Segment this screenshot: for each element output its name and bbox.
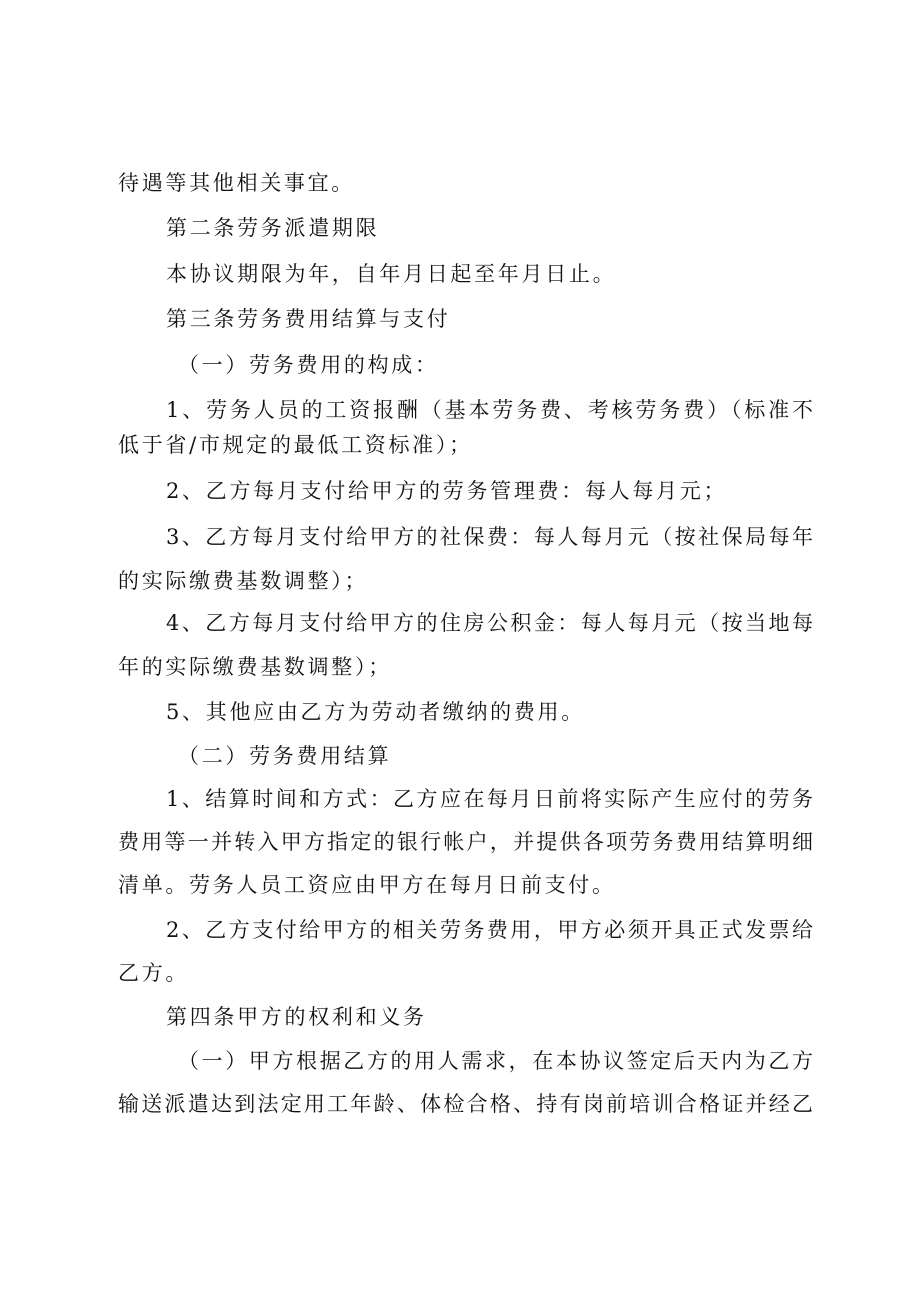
text-line: 1、结算时间和方式：乙方应在每月日前将实际产生应付的劳务 [166, 787, 813, 811]
text-line: 的实际缴费基数调整）； [118, 569, 369, 593]
subsection-heading: （一）劳务费用的构成： [178, 353, 439, 377]
subsection-heading: （二）劳务费用结算 [178, 744, 392, 768]
text-line: 输送派遣达到法定用工年龄、体检合格、持有岗前培训合格证并经乙 [118, 1092, 813, 1116]
text-line: 费用等一并转入甲方指定的银行帐户，并提供各项劳务费用结算明细 [118, 830, 813, 854]
text-line: 年的实际缴费基数调整）； [118, 655, 392, 679]
section-heading-payment: 第三条劳务费用结算与支付 [166, 307, 451, 331]
text-line: （一）甲方根据乙方的用人需求，在本协议签定后天内为乙方 [178, 1049, 813, 1073]
text-line: 待遇等其他相关事宜。 [118, 171, 355, 195]
text-line: 1、劳务人员的工资报酬（基本劳务费、考核劳务费）（标准不 [166, 398, 813, 422]
text-line: 乙方。 [118, 961, 190, 985]
text-line: 2、乙方支付给甲方的相关劳务费用，甲方必须开具正式发票给 [166, 918, 813, 942]
text-line: 3、乙方每月支付给甲方的社保费：每人每月元（按社保局每年 [166, 525, 813, 549]
section-heading-rights: 第四条甲方的权利和义务 [166, 1005, 427, 1029]
text-line: 本协议期限为年，自年月日起至年月日止。 [166, 262, 617, 286]
text-line: 低于省/市规定的最低工资标准）； [118, 433, 473, 457]
text-line: 5、其他应由乙方为劳动者缴纳的费用。 [166, 700, 585, 724]
text-line: 4、乙方每月支付给甲方的住房公积金：每人每月元（按当地每 [166, 611, 813, 635]
text-line: 2、乙方每月支付给甲方的劳务管理费：每人每月元； [166, 479, 728, 503]
text-line: 清单。劳务人员工资应由甲方在每月日前支付。 [118, 873, 616, 897]
section-heading-term: 第二条劳务派遣期限 [166, 216, 380, 240]
